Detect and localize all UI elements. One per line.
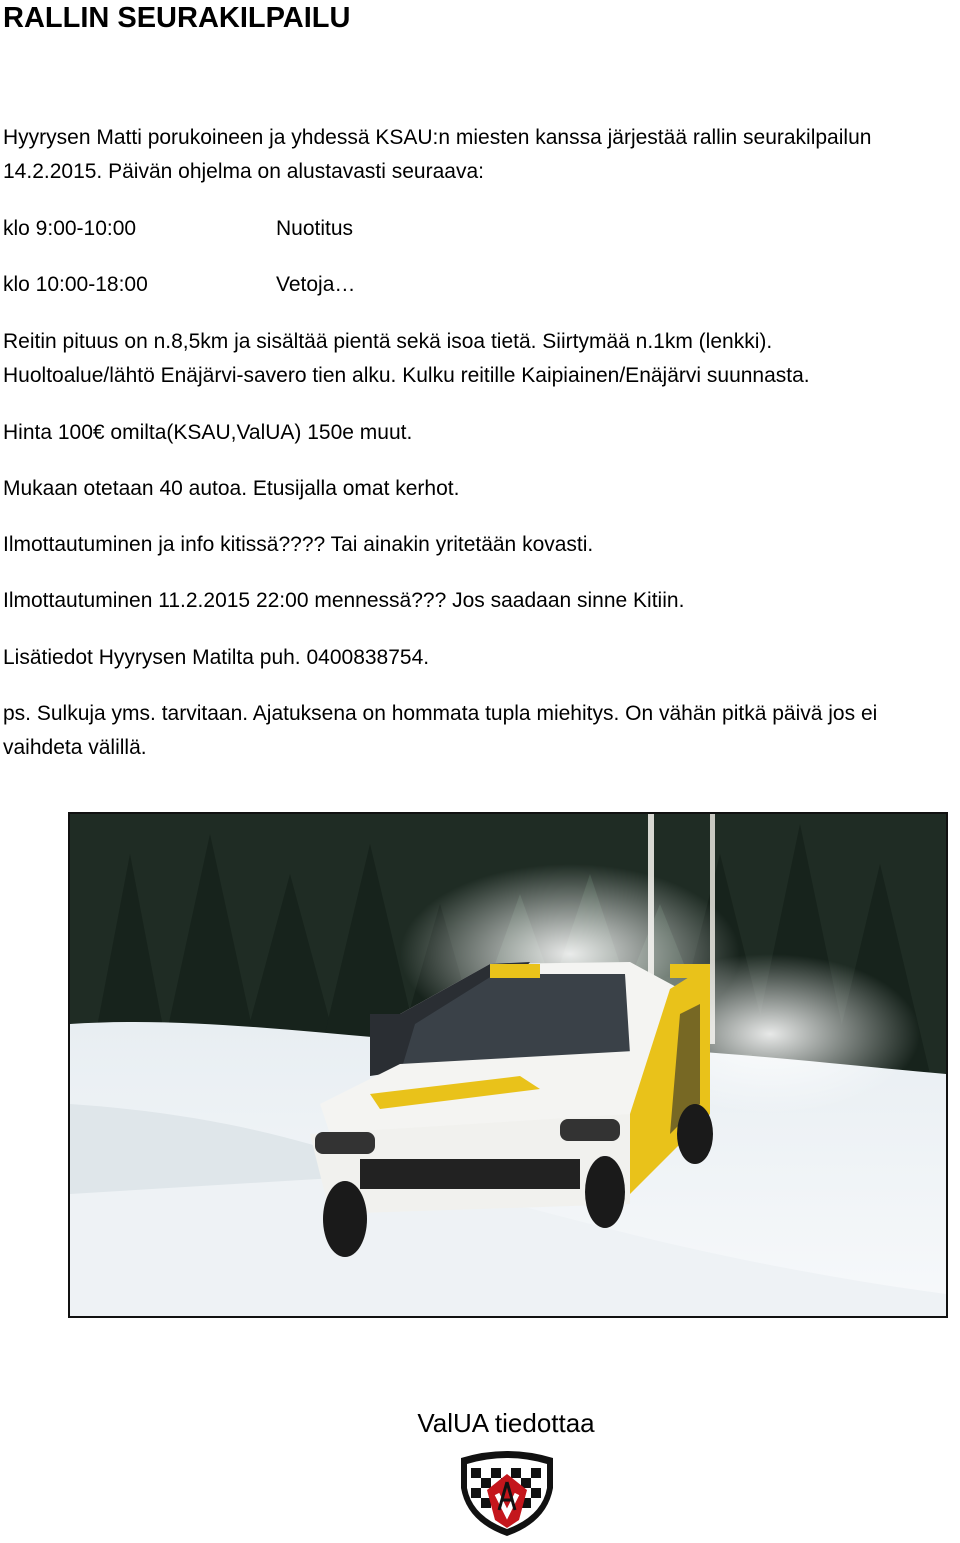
schedule-activity-1: Nuotitus (276, 217, 354, 240)
rally-car-illustration (70, 814, 946, 1316)
intro-line-2: 14.2.2015. Päivän ohjelma on alustavasti seuraava: (3, 160, 484, 183)
contact-text: Lisätiedot Hyyrysen Matilta puh. 0400838754. (3, 646, 430, 669)
price-text: Hinta 100€ omilta(KSAU,ValUA) 150e muut. (3, 421, 413, 444)
cars-text: Mukaan otetaan 40 autoa. Etusijalla omat kerhot. (3, 477, 460, 500)
rally-car-photo (68, 812, 948, 1318)
page-title: RALLIN SEURAKILPAILU (3, 2, 351, 34)
intro-line-1: Hyyrysen Matti porukoineen ja yhdessä KSAU:n miesten kanssa järjestää rallin seurakilpailun (3, 126, 872, 149)
route-line-2: Huoltoalue/lähtö Enäjärvi-savero tien alku. Kulku reitille Kaipiainen/Enäjärvi suunnasta. (3, 364, 810, 387)
schedule-time-2: klo 10:00-18:00 (3, 273, 148, 296)
schedule-activity-2: Vetoja… (276, 273, 356, 296)
route-line-1: Reitin pituus on n.8,5km ja sisältää pientä sekä isoa tietä. Siirtymää n.1km (lenkki). (3, 330, 773, 353)
ps-line-1: ps. Sulkuja yms. tarvitaan. Ajatuksena on hommata tupla miehitys. On vähän pitkä päivä jos ei (3, 702, 878, 725)
ps-line-2: vaihdeta välillä. (3, 736, 147, 759)
footer-text: ValUA tiedottaa (417, 1408, 595, 1438)
signup-info-text: Ilmottautuminen ja info kitissä???? Tai ainakin yritetään kovasti. (3, 533, 594, 556)
valua-shield-logo (457, 1444, 557, 1538)
signup-deadline-text: Ilmottautuminen 11.2.2015 22:00 mennessä??? Jos saadaan sinne Kitiin. (3, 589, 685, 612)
schedule-time-1: klo 9:00-10:00 (3, 217, 137, 240)
